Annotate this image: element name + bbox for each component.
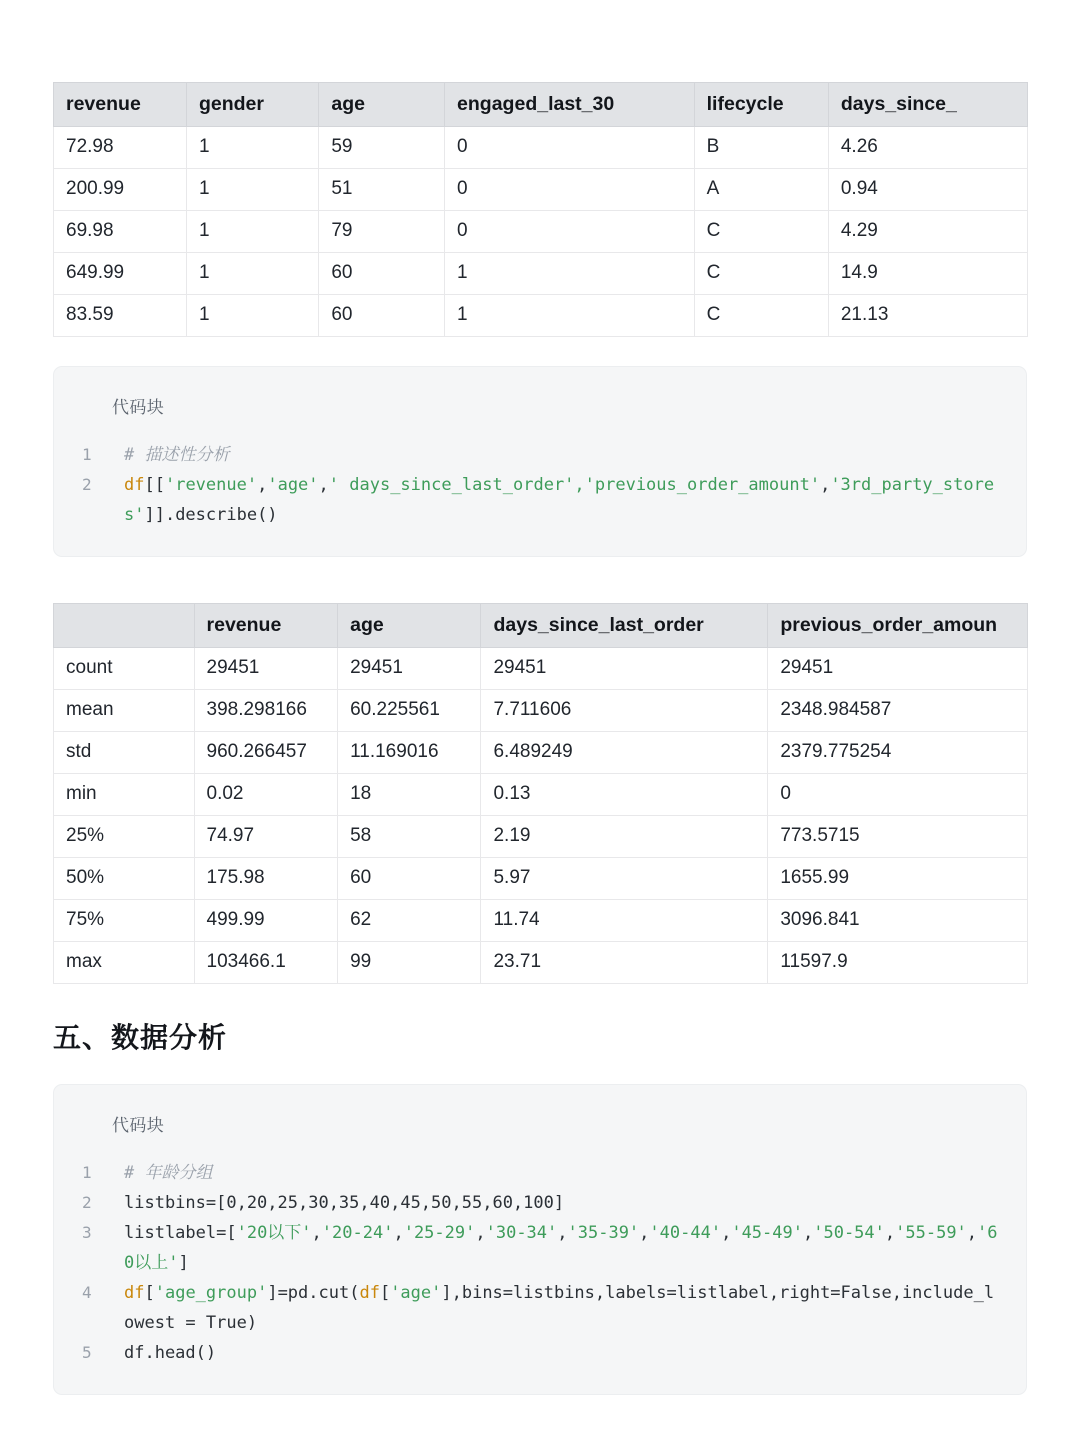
column-header-revenue: revenue: [194, 604, 338, 648]
code-line: [82, 1338, 998, 1368]
code-line-number: 2: [82, 475, 92, 494]
code-block-title: 代码块: [112, 398, 165, 417]
stat-label: 75%: [54, 900, 195, 942]
code-line: [82, 1278, 998, 1338]
cell: 21.13: [828, 295, 1027, 337]
code-token-str: 'revenue': [164, 475, 258, 495]
code-token-pln: [: [144, 1283, 155, 1303]
cell: 60: [319, 295, 445, 337]
code-token-str: 'age': [267, 475, 319, 495]
df-describe-table-container: [53, 603, 1028, 984]
cell: 499.99: [194, 900, 338, 942]
cell: 62: [338, 900, 481, 942]
code-token-pln: ,: [475, 1223, 486, 1243]
cell: 1: [445, 253, 695, 295]
code-line-text: [124, 440, 998, 470]
cell: 72.98: [54, 127, 187, 169]
table-row: [54, 690, 1028, 732]
cell: 29451: [481, 648, 768, 690]
code-token-pln: df.head(): [124, 1343, 217, 1363]
column-header-age: age: [338, 604, 481, 648]
table-row: [54, 816, 1028, 858]
cell: 103466.1: [194, 942, 338, 984]
cell: 14.9: [828, 253, 1027, 295]
table-header-row: [54, 83, 1028, 127]
cell: 18: [338, 774, 481, 816]
cell: 1655.99: [768, 858, 1028, 900]
df-head-table: [53, 82, 1028, 337]
column-header-revenue: revenue: [54, 83, 187, 127]
table-row: [54, 732, 1028, 774]
column-header-age: age: [319, 83, 445, 127]
cell: 773.5715: [768, 816, 1028, 858]
cell: B: [694, 127, 828, 169]
column-header-gender: gender: [186, 83, 318, 127]
table-row: [54, 774, 1028, 816]
code-token-str: '25-29': [403, 1223, 476, 1243]
code-line-number: 3: [82, 1223, 92, 1242]
cell: 83.59: [54, 295, 187, 337]
cell: 2.19: [481, 816, 768, 858]
code-token-pln: ,: [966, 1223, 978, 1243]
column-header-index: [54, 604, 195, 648]
cell: C: [694, 211, 828, 253]
cell: 60.225561: [338, 690, 481, 732]
section-heading: 五、数据分析: [53, 1022, 228, 1053]
cell: 29451: [338, 648, 481, 690]
code-line: [82, 1158, 998, 1188]
code-token-str: ' days_since_last_order','previous_order_amount': [328, 475, 821, 495]
code-token-pln: ,: [557, 1223, 568, 1243]
cell: 0: [445, 211, 695, 253]
cell: 60: [338, 858, 481, 900]
code-token-pln: [[: [144, 475, 165, 495]
cell: 3096.841: [768, 900, 1028, 942]
table-row: [54, 900, 1028, 942]
df-head-table-container: [53, 82, 1028, 337]
code-line-number: 5: [82, 1343, 92, 1362]
code-line-text: [124, 1278, 998, 1338]
code-line-text: [124, 1338, 998, 1368]
cell: 69.98: [54, 211, 187, 253]
column-header-days-since-last-order: days_since_last_order: [481, 604, 768, 648]
code-token-pln: ,: [721, 1223, 732, 1243]
stat-label: min: [54, 774, 195, 816]
stat-label: 25%: [54, 816, 195, 858]
code-line-number: 2: [82, 1193, 92, 1212]
df-describe-table: [53, 603, 1028, 984]
code-line-text: [124, 1218, 998, 1278]
code-token-pln: ]].describe(): [144, 505, 278, 525]
code-token-com: # 描述性分析: [124, 445, 230, 465]
code-token-com: # 年龄分组: [124, 1163, 213, 1183]
code-line: [82, 440, 998, 470]
cell: 1: [186, 253, 318, 295]
cell: C: [694, 295, 828, 337]
cell: 74.97: [194, 816, 338, 858]
cell: A: [694, 169, 828, 211]
code-token-str: '30-34': [485, 1223, 558, 1243]
table-row: [54, 127, 1028, 169]
cell: 649.99: [54, 253, 187, 295]
cell: 99: [338, 942, 481, 984]
cell: 23.71: [481, 942, 768, 984]
column-header-previous-order-amount: previous_order_amoun: [768, 604, 1028, 648]
table-row: [54, 253, 1028, 295]
cell: 51: [319, 169, 445, 211]
cell: 1: [445, 295, 695, 337]
code-token-pln: listlabel=[: [124, 1223, 237, 1243]
code-token-pln: ,: [802, 1223, 814, 1243]
code-token-str: '35-39': [567, 1223, 640, 1243]
cell: 175.98: [194, 858, 338, 900]
table-row: [54, 648, 1028, 690]
stat-label: count: [54, 648, 195, 690]
cell: 1: [186, 295, 318, 337]
code-token-pln: ,: [318, 475, 329, 495]
cell: 7.711606: [481, 690, 768, 732]
code-line: [82, 1218, 998, 1278]
code-block-age-grouping[interactable]: [53, 1084, 1027, 1395]
table-row: [54, 858, 1028, 900]
cell: 0.13: [481, 774, 768, 816]
code-token-str: '60以上': [124, 1223, 998, 1273]
cell: 11597.9: [768, 942, 1028, 984]
code-token-str: '40-44': [649, 1223, 722, 1243]
stat-label: 50%: [54, 858, 195, 900]
code-block-title: 代码块: [112, 1116, 165, 1135]
cell: 11.74: [481, 900, 768, 942]
code-token-pln: ]=pd.cut(: [267, 1283, 360, 1303]
code-token-pln: ,: [257, 475, 268, 495]
code-token-pln: [: [379, 1283, 391, 1303]
cell: 2379.775254: [768, 732, 1028, 774]
code-token-pln: ,: [884, 1223, 896, 1243]
code-lines[interactable]: [82, 440, 998, 530]
code-token-str: 'age_group': [154, 1283, 268, 1303]
code-token-str: '50-54': [813, 1223, 885, 1243]
code-token-pln: listbins=[0,20,25,30,35,40,45,50,55,60,100]: [124, 1193, 565, 1213]
column-header-lifecycle: lifecycle: [694, 83, 828, 127]
cell: 0.94: [828, 169, 1027, 211]
cell: 2348.984587: [768, 690, 1028, 732]
table-header-row: [54, 604, 1028, 648]
table-header: [54, 83, 1028, 127]
cell: 79: [319, 211, 445, 253]
cell: 4.29: [828, 211, 1027, 253]
cell: 60: [319, 253, 445, 295]
cell: 0: [768, 774, 1028, 816]
cell: 0: [445, 169, 695, 211]
code-token-str: '45-49': [731, 1223, 803, 1243]
code-token-var: df: [124, 1283, 145, 1303]
cell: 398.298166: [194, 690, 338, 732]
cell: 1: [186, 127, 318, 169]
code-token-str: '20-24': [321, 1223, 394, 1243]
code-token-pln: ,: [393, 1223, 404, 1243]
column-header-engaged-last-30: engaged_last_30: [445, 83, 695, 127]
code-token-pln: ]: [178, 1253, 189, 1273]
table-body: [54, 648, 1028, 984]
code-line-number: 4: [82, 1283, 92, 1302]
code-lines[interactable]: [82, 1158, 998, 1368]
cell: 4.26: [828, 127, 1027, 169]
code-token-str: '20以下': [236, 1223, 312, 1243]
cell: 960.266457: [194, 732, 338, 774]
code-token-pln: ,: [311, 1223, 322, 1243]
code-line-text: [124, 470, 998, 530]
code-token-pln: ,: [639, 1223, 650, 1243]
cell: C: [694, 253, 828, 295]
code-line-text: [124, 1158, 998, 1188]
stat-label: max: [54, 942, 195, 984]
cell: 5.97: [481, 858, 768, 900]
cell: 1: [186, 211, 318, 253]
cell: 58: [338, 816, 481, 858]
code-token-str: 'age': [390, 1283, 442, 1303]
code-line: [82, 1188, 998, 1218]
code-token-pln: ,: [820, 475, 831, 495]
table-body: [54, 127, 1028, 337]
code-token-str: '3rd_party_stores': [124, 475, 995, 525]
cell: 0: [445, 127, 695, 169]
code-line: [82, 470, 998, 530]
code-token-var: df: [359, 1283, 380, 1303]
code-token-pln: ],bins=listbins,labels=listlabel,right=False,include_lowest = True): [124, 1283, 995, 1333]
stat-label: std: [54, 732, 195, 774]
table-row: [54, 942, 1028, 984]
cell: 0.02: [194, 774, 338, 816]
code-token-var: df: [124, 475, 145, 495]
table-row: [54, 169, 1028, 211]
code-token-str: '55-59': [895, 1223, 967, 1243]
cell: 1: [186, 169, 318, 211]
table-header: [54, 604, 1028, 648]
code-line-text: [124, 1188, 998, 1218]
cell: 11.169016: [338, 732, 481, 774]
table-row: [54, 211, 1028, 253]
table-row: [54, 295, 1028, 337]
stat-label: mean: [54, 690, 195, 732]
cell: 29451: [768, 648, 1028, 690]
code-line-number: 1: [82, 445, 92, 464]
code-line-number: 1: [82, 1163, 92, 1182]
cell: 6.489249: [481, 732, 768, 774]
cell: 59: [319, 127, 445, 169]
column-header-days-since: days_since_: [828, 83, 1027, 127]
cell: 200.99: [54, 169, 187, 211]
cell: 29451: [194, 648, 338, 690]
code-block-descriptive-analysis[interactable]: [53, 366, 1027, 557]
